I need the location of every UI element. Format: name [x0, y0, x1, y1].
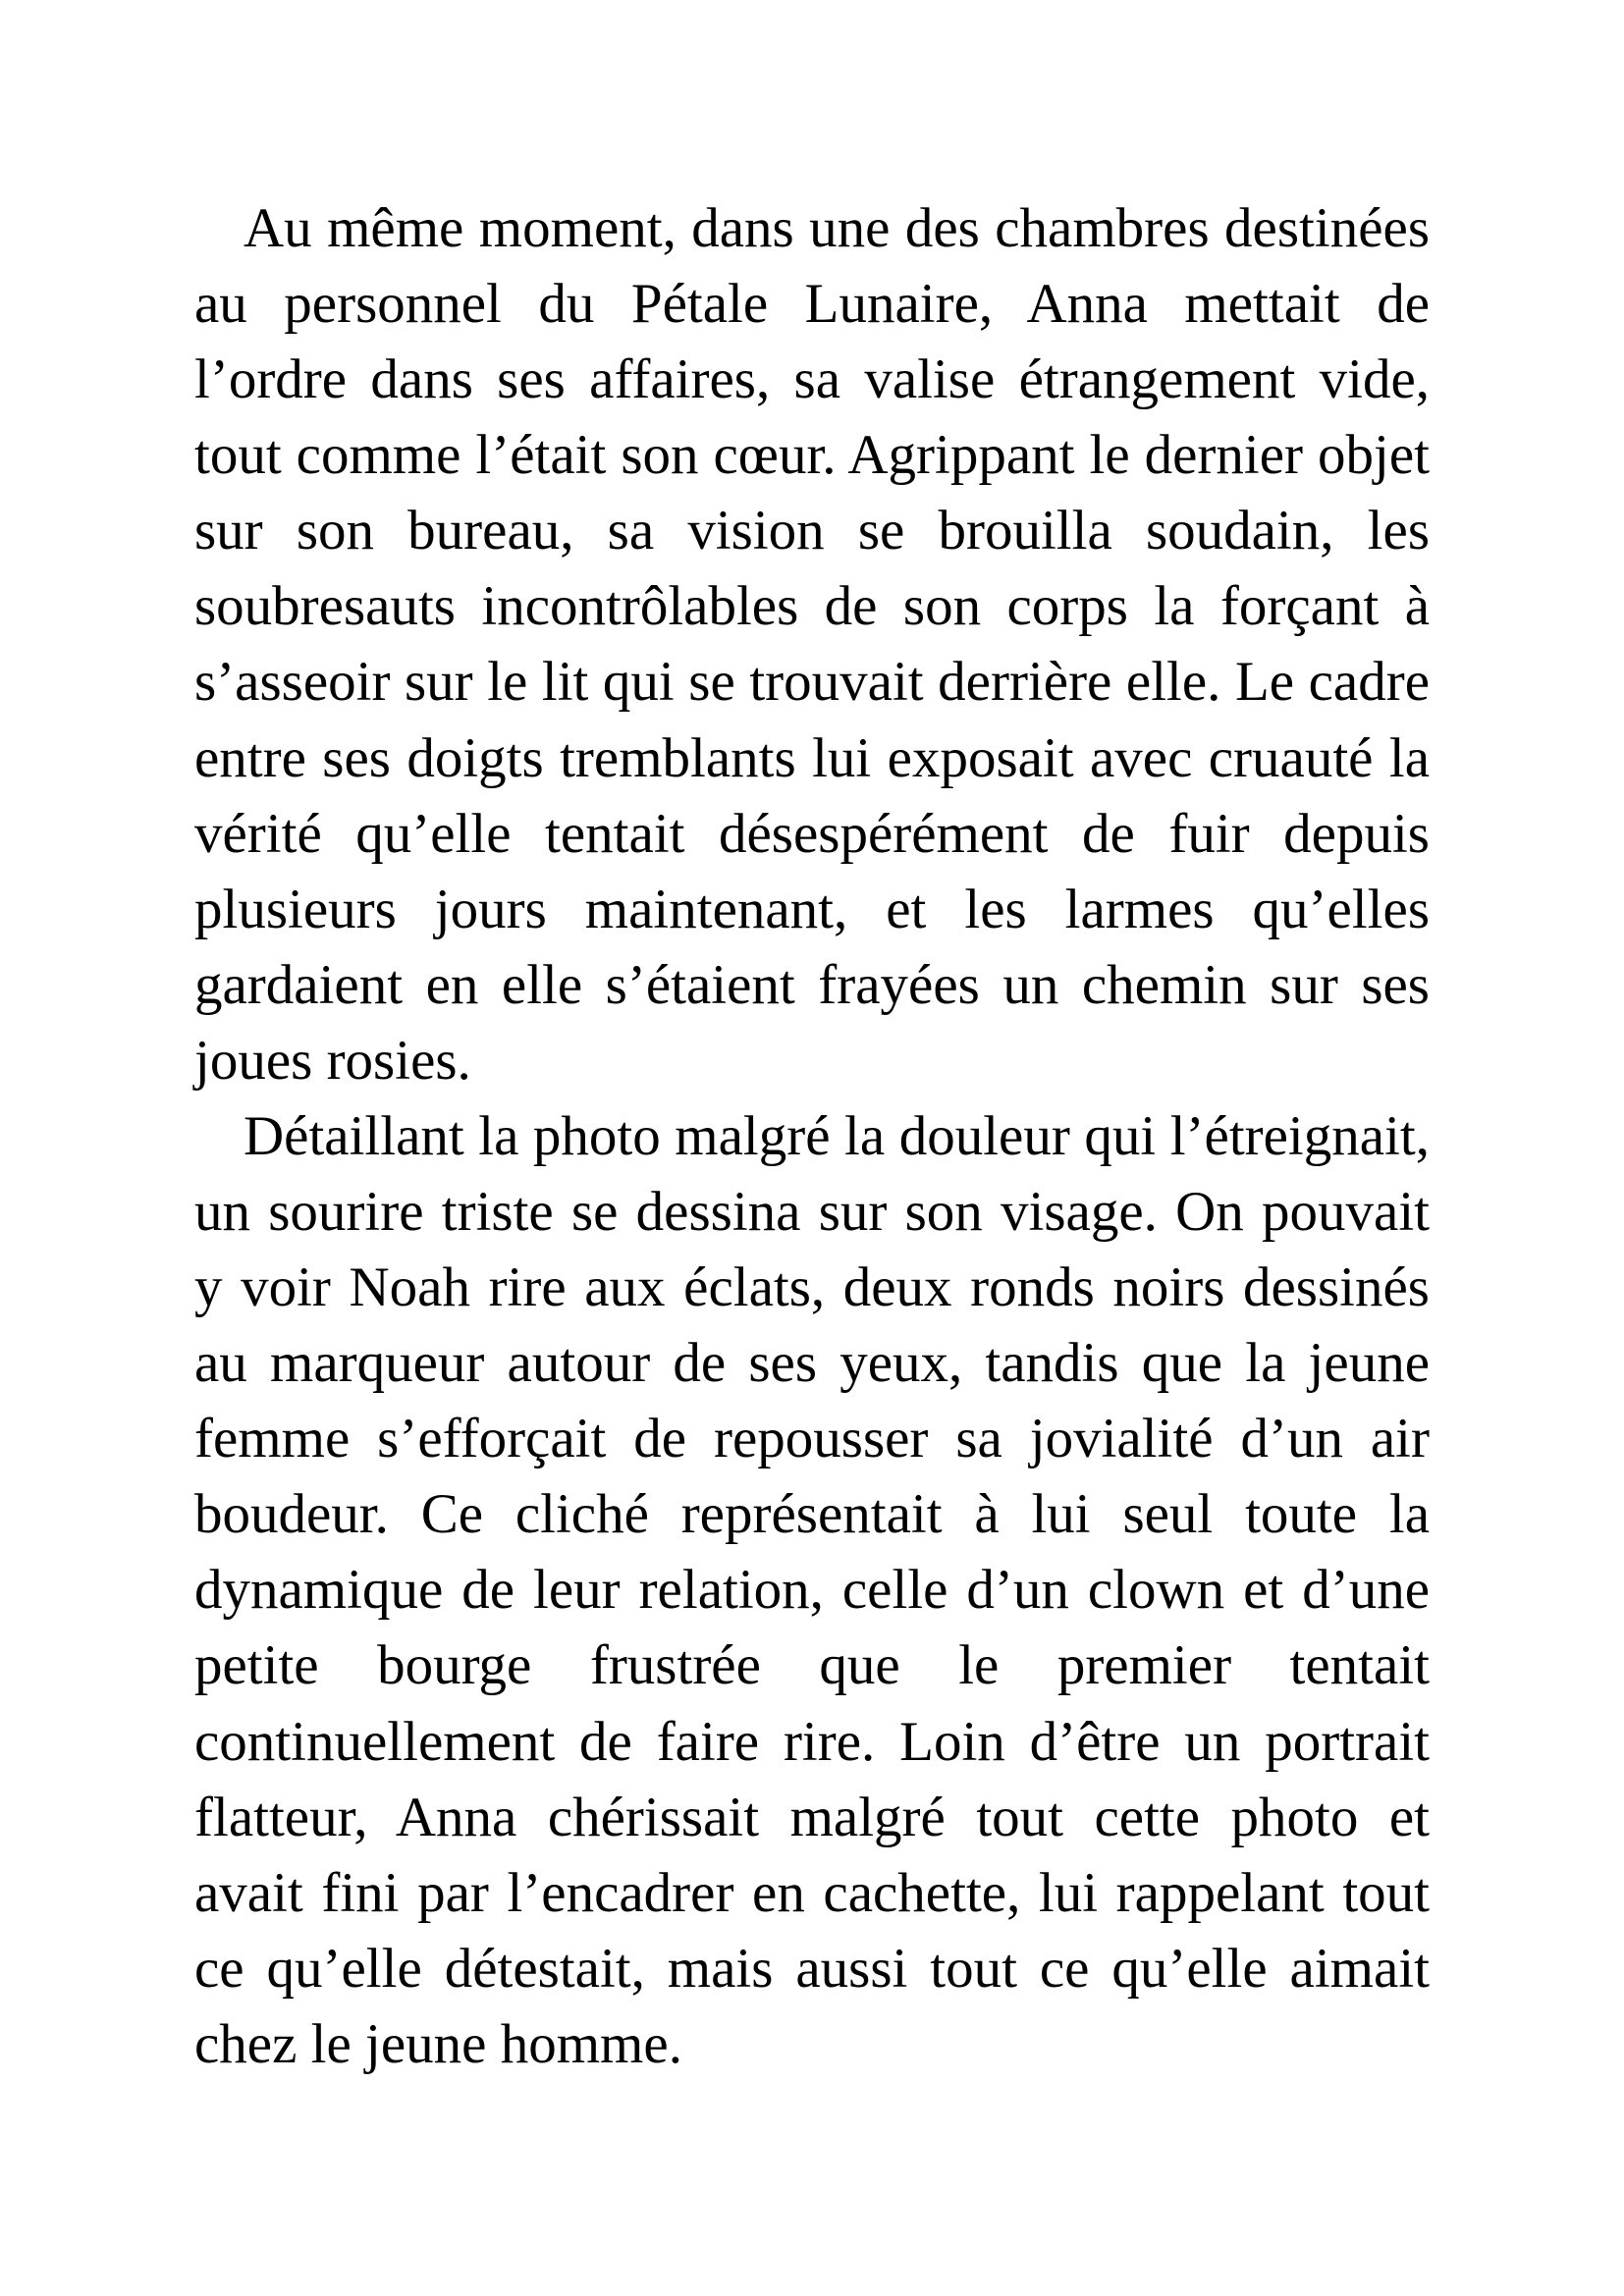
text-line: continuellement de faire rire. Loin d’être un portrait: [194, 1710, 1430, 1773]
text-line: boudeur. Ce cliché représentait à lui seul toute la: [194, 1483, 1430, 1546]
text-line: chez le jeune homme.: [194, 2012, 682, 2075]
text-line: plusieurs jours maintenant, et les larmes qu’elles: [194, 878, 1430, 940]
text-line: vérité qu’elle tentait désespérément de fuir depuis: [194, 802, 1430, 865]
text-line: soubresauts incontrôlables de son corps la forçant à: [194, 575, 1430, 638]
text-line: au personnel du Pétale Lunaire, Anna mettait de: [194, 273, 1430, 336]
text-line: Au même moment, dans une des chambres destinées: [244, 197, 1430, 259]
text-line: Détaillant la photo malgré la douleur qui l’étreignait,: [244, 1104, 1430, 1167]
paragraph-1: [194, 190, 1430, 1098]
text-line: ce qu’elle détestait, mais aussi tout ce qu’elle aimait: [194, 1937, 1430, 2000]
text-line: l’ordre dans ses affaires, sa valise étrangement vide,: [194, 348, 1430, 411]
text-line: dynamique de leur relation, celle d’un clown et d’une: [194, 1559, 1430, 1622]
text-line: flatteur, Anna chérissait malgré tout cette photo et: [194, 1786, 1430, 1848]
text-line: s’asseoir sur le lit qui se trouvait derrière elle. Le cadre: [194, 651, 1430, 714]
text-line: tout comme l’était son cœur. Agrippant le dernier objet: [194, 424, 1430, 487]
paragraph-2: [194, 1098, 1430, 2082]
text-line: sur son bureau, sa vision se brouilla soudain, les: [194, 500, 1430, 562]
text-line: gardaient en elle s’étaient frayées un chemin sur ses: [194, 953, 1430, 1016]
text-line: femme s’efforçait de repousser sa jovialité d’un air: [194, 1408, 1430, 1470]
text-line: un sourire triste se dessina sur son visage. On pouvait: [194, 1181, 1430, 1244]
text-line: petite bourge frustrée que le premier tentait: [194, 1634, 1430, 1697]
text-line: y voir Noah rire aux éclats, deux ronds noirs dessinés: [194, 1256, 1430, 1319]
text-line: au marqueur autour de ses yeux, tandis que la jeune: [194, 1332, 1430, 1395]
text-line: avait fini par l’encadrer en cachette, lui rappelant tout: [194, 1861, 1430, 1924]
text-line: entre ses doigts tremblants lui exposait avec cruauté la: [194, 726, 1430, 789]
text-line: joues rosies.: [194, 1029, 471, 1092]
body-text: [194, 190, 1430, 2082]
